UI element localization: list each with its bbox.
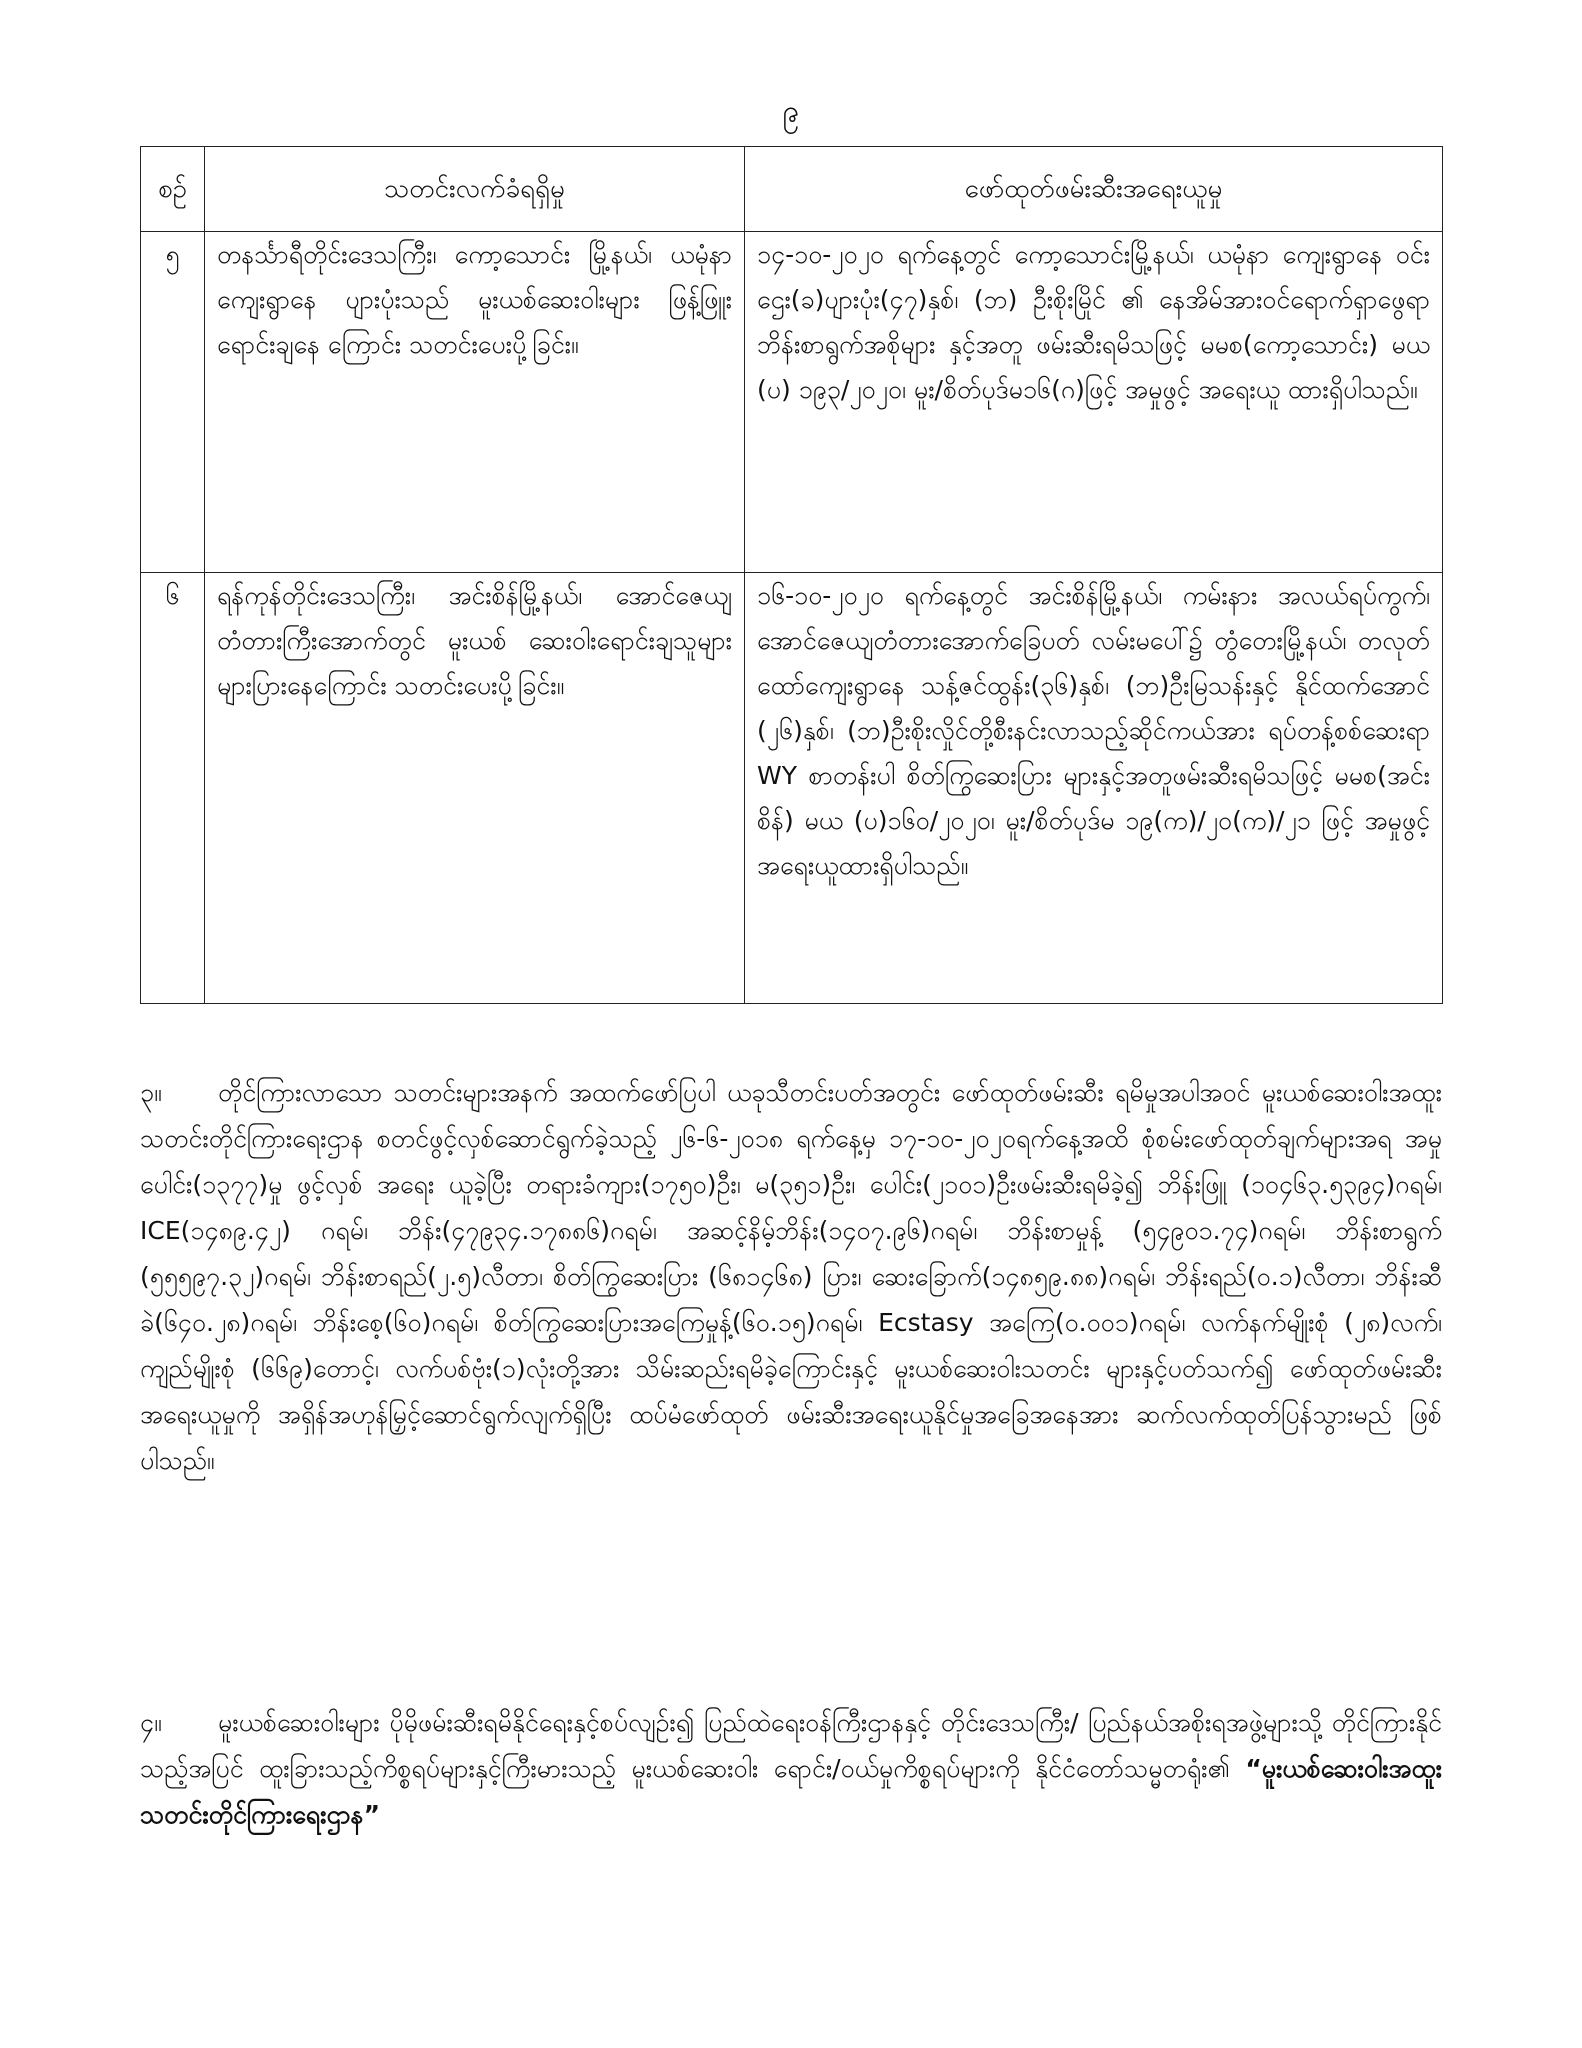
row-serial-no: ၆	[141, 573, 205, 1004]
paragraph-number: ၄။	[140, 1708, 162, 1737]
paragraph-3	[140, 1070, 1442, 1484]
header-serial-no: စဉ်	[141, 147, 205, 232]
paragraph-4	[140, 1700, 1442, 1838]
report-table	[140, 146, 1443, 1004]
row-serial-no: ၅	[141, 232, 205, 573]
table-header-row	[141, 147, 1443, 232]
department-name: “မူးယစ်ဆေးဝါးအထူးသတင်းတိုင်ကြားရေးဌာန”	[140, 1754, 1442, 1829]
paragraph-text: မူးယစ်ဆေးဝါးများ ပိုမိုဖမ်းဆီးရမိနိုင်ရေးနှင့်စပ်လျဉ်း၍ ပြည်ထဲရေးဝန်ကြီးဌာနနှင့် တိုင်းဒေသကြီး/ ပြည်နယ်အစိုးရအဖွဲ့များသို့ တိုင်ကြားနိုင်သည့်အပြင် ထူးခြားသည့်ကိစ္စရပ်များနှင့်ကြီးမားသည့် မူးယစ်ဆေးဝါး ရောင်း/ဝယ်မှုကိစ္စရပ်များကို နိုင်ငံတော်သမ္မတရုံး၏	[140, 1708, 1442, 1783]
row-info-received: ရန်ကုန်တိုင်းဒေသကြီး၊ အင်းစိန်မြို့နယ်၊ အောင်ဇေယျတံတားကြီးအောက်တွင် မူးယစ် ဆေးဝါးရောင်းချသူများ များပြားနေကြောင်း သတင်းပေးပို့ခြင်း။	[205, 573, 745, 1004]
table-row	[141, 573, 1443, 1004]
header-info-received: သတင်းလက်ခံရရှိမှု	[205, 147, 745, 232]
page-number: ၉	[782, 94, 800, 129]
paragraph-text: တိုင်ကြားလာသော သတင်းများအနက် အထက်ဖော်ပြပါ ယခုသီတင်းပတ်အတွင်း ဖော်ထုတ်ဖမ်းဆီး ရမိမှုအပါအဝင် မူးယစ်ဆေးဝါးအထူးသတင်းတိုင်ကြားရေးဌာန စတင်ဖွင့်လှစ်ဆောင်ရွက်ခဲ့သည့် ၂၆-၆-၂၀၁၈ ရက်နေ့မှ ၁၇-၁၀-၂၀၂၀ရက်နေ့အထိ စုံစမ်းဖော်ထုတ်ချက်များအရ အမှုပေါင်း(၁၃၇၇)မှု ဖွင့်လှစ် အရေး ယူခဲ့ပြီး တရားခံကျား(၁၇၅၀)ဦး၊ မ(၃၅၁)ဦး၊ ပေါင်း(၂၁၀၁)ဦးဖမ်းဆီးရမိခဲ့၍ ဘိန်းဖြူ (၁၀၄၆၃.၅၃၉၄)ဂရမ်၊ ICE(၁၄၈၉.၄၂) ဂရမ်၊ ဘိန်း(၄၇၉၃၄.၁၇၈၈၆)ဂရမ်၊ အဆင့်နိမ့်ဘိန်း(၁၄၀၇.၉၆)ဂရမ်၊ ဘိန်းစာမှုန့် (၅၄၉၀၁.၇၄)ဂရမ်၊ ဘိန်းစာရွက် (၅၅၅၉၇.၃၂)ဂရမ်၊ ဘိန်းစာရည်(၂.၅)လီတာ၊ စိတ်ကြွဆေးပြား (၆၈၁၄၆၈) ပြား၊ ဆေးခြောက်(၁၄၈၅၉.၈၈)ဂရမ်၊ ဘိန်းရည်(၀.၁)လီတာ၊ ဘိန်းဆီခဲ(၆၄၀.၂၈)ဂရမ်၊ ဘိန်းစေ့(၆၀)ဂရမ်၊ စိတ်ကြွဆေးပြားအကြေမှုန့်(၆၀.၁၅)ဂရမ်၊ Ecstasy အကြေ(၀.၀၀၁)ဂရမ်၊ လက်နက်မျိုးစုံ (၂၈)လက်၊ ကျည်မျိုးစုံ (၆၆၉)တောင့်၊ လက်ပစ်ဗုံး(၁)လုံးတို့အား သိမ်းဆည်းရမိခဲ့ကြောင်းနှင့် မူးယစ်ဆေးဝါးသတင်း များနှင့်ပတ်သက်၍ ဖော်ထုတ်ဖမ်းဆီးအရေးယူမှုကို အရှိန်အဟုန်မြှင့်ဆောင်ရွက်လျက်ရှိပြီး ထပ်မံဖော်ထုတ် ဖမ်းဆီးအရေးယူနိုင်မှုအခြေအနေအား ဆက်လက်ထုတ်ပြန်သွားမည် ဖြစ်ပါသည်။	[140, 1078, 1442, 1475]
paragraph-number: ၃။	[140, 1078, 162, 1107]
header-action-taken: ဖော်ထုတ်ဖမ်းဆီးအရေးယူမှု	[745, 147, 1443, 232]
row-info-received: တနင်္သာရီတိုင်းဒေသကြီး၊ ကော့သောင်း မြို့နယ်၊ ယမုံနာကျေးရွာနေ ပျားပုံးသည် မူးယစ်ဆေးဝါးများ ဖြန့်ဖြူးရောင်းချနေ ကြောင်း သတင်းပေးပို့ခြင်း။	[205, 232, 745, 573]
row-action-taken: ၁၄-၁၀-၂၀၂၀ ရက်နေ့တွင် ကော့သောင်းမြို့နယ်၊ ယမုံနာ ကျေးရွာနေ ဝင်းဌေး(ခ)ပျားပုံး(၄၇)နှစ်၊ (ဘ) ဦးစိုးမြိုင် ၏ နေအိမ်အားဝင်ရောက်ရှာဖွေရာ ဘိန်းစာရွက်အစိုများ နှင့်အတူ ဖမ်းဆီးရမိသဖြင့် မမစ(ကော့သောင်း) မယ (ပ) ၁၉၃/၂၀၂၀၊ မူး/စိတ်ပုဒ်မ၁၆(ဂ)ဖြင့် အမှုဖွင့် အရေးယူ ထားရှိပါသည်။	[745, 232, 1443, 573]
row-action-taken: ၁၆-၁၀-၂၀၂၀ ရက်နေ့တွင် အင်းစိန်မြို့နယ်၊ ကမ်းနား အလယ်ရပ်ကွက်၊ အောင်ဇေယျတံတားအောက်ခြေပတ် လမ်းမပေါ်၌ တွံတေးမြို့နယ်၊ တလုတ်ထော်ကျေးရွာနေ သန့်ဇင်ထွန်း(၃၆)နှစ်၊ (ဘ)ဦးမြသန်းနှင့် နိုင်ထက်အောင် (၂၆)နှစ်၊ (ဘ)ဦးစိုးလှိုင်တို့စီးနင်းလာသည့်ဆိုင်ကယ်အား ရပ်တန့်စစ်ဆေးရာ WY စာတန်းပါ စိတ်ကြွဆေးပြား များနှင့်အတူဖမ်းဆီးရမိသဖြင့် မမစ(အင်းစိန်) မယ (ပ)၁၆၀/၂၀၂၀၊ မူး/စိတ်ပုဒ်မ ၁၉(က)/၂၀(က)/၂၁ ဖြင့် အမှုဖွင့် အရေးယူထားရှိပါသည်။	[745, 573, 1443, 1004]
table-row	[141, 232, 1443, 573]
